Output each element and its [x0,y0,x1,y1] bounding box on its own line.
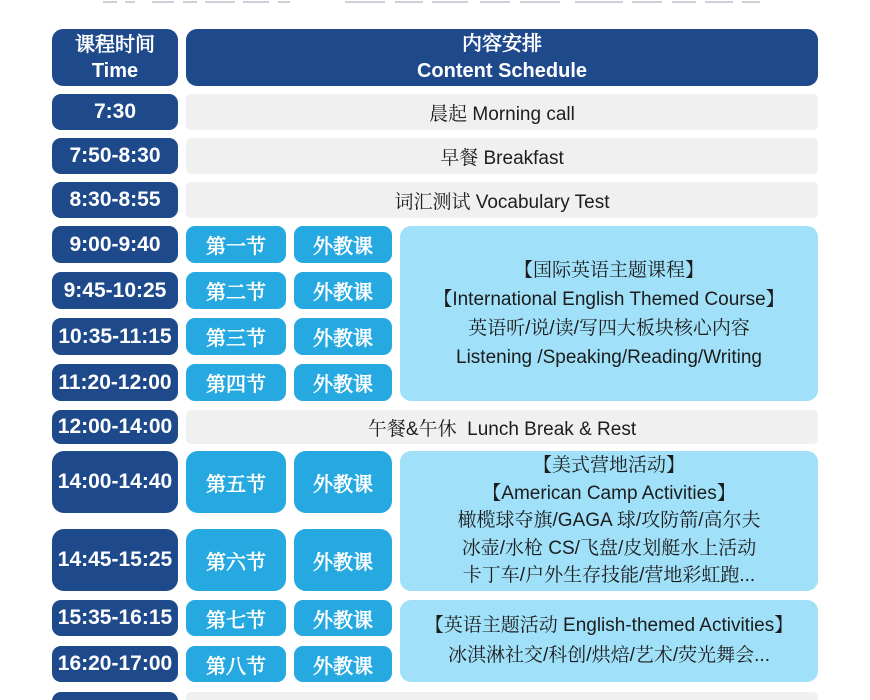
table-row [52,94,818,130]
class-type-pill: 外教课 [294,600,392,636]
table-row [52,138,818,174]
class-type-pill: 外教课 [294,451,392,513]
period-pill: 第七节 [186,600,286,636]
description-line: 橄榄球夺旗/GAGA 球/攻防箭/高尔夫 [457,510,761,532]
time-pill: 9:45-10:25 [52,272,178,309]
activity-label: 晨起 Morning call [186,94,818,130]
time-header-en: Time [91,59,139,82]
time-pill: 14:45-15:25 [52,529,178,591]
period-pill: 第一节 [186,226,286,263]
cropped-title-remnant [52,0,818,29]
description-line: 卡丁车/户外生存技能/营地彩虹跑... [462,565,756,587]
description-line: 冰壶/水枪 CS/飞盘/皮划艇水上活动 [461,537,757,559]
activity-label: 词汇测试 Vocabulary Test [186,182,818,218]
time-pill: 16:20-17:00 [52,646,178,682]
session-description [400,226,818,401]
content-header-en: Content Schedule [416,59,587,82]
description-line: 【International English Themed Course】 [433,288,785,310]
period-pill: 第二节 [186,272,286,309]
description-line: 【国际英语主题课程】 [513,259,704,281]
time-pill: 7:50-8:30 [52,138,178,174]
period-pill: 第三节 [186,318,286,355]
class-type-pill: 外教课 [294,646,392,682]
description-line: 【英语主题活动 English-themed Activities】 [424,615,794,636]
period-pill: 第五节 [186,451,286,513]
class-type-pill: 外教课 [294,272,392,309]
time-pill: 11:20-12:00 [52,364,178,401]
description-line: Listening /Speaking/Reading/Writing [456,346,762,368]
activity-label: 早餐 Breakfast [186,138,818,174]
session-description [400,451,818,591]
time-column-header [52,29,178,86]
class-type-pill: 外教课 [294,226,392,263]
cutoff-row [52,692,818,700]
time-pill: 15:35-16:15 [52,600,178,636]
morning-session [52,226,818,401]
time-pill: 9:00-9:40 [52,226,178,263]
table-row [52,410,818,444]
description-line: 英语听/说/读/写四大板块核心内容 [468,317,750,339]
description-line: 【American Camp Activities】 [482,482,736,504]
description-line: 【美式营地活动】 [532,455,685,477]
period-pill: 第八节 [186,646,286,682]
time-pill: 14:00-14:40 [52,451,178,513]
content-header-zh: 内容安排 [462,32,542,55]
class-type-pill: 外教课 [294,364,392,401]
time-pill [52,692,178,700]
period-pill: 第四节 [186,364,286,401]
table-header-row [52,29,818,86]
time-pill: 10:35-11:15 [52,318,178,355]
evening-session [52,600,818,682]
time-header-zh: 课程时间 [75,33,155,56]
description-line: 冰淇淋社交/科创/烘焙/艺术/荧光舞会... [448,645,770,666]
table-row [52,182,818,218]
content-column-header [186,29,818,86]
class-type-pill: 外教课 [294,318,392,355]
activity-label [186,692,818,700]
activity-label: 午餐&午休 Lunch Break & Rest [186,410,818,444]
class-type-pill: 外教课 [294,529,392,591]
time-pill: 7:30 [52,94,178,130]
time-pill: 8:30-8:55 [52,182,178,218]
session-description [400,600,818,682]
afternoon-session [52,451,818,591]
time-pill: 12:00-14:00 [52,410,178,444]
period-pill: 第六节 [186,529,286,591]
